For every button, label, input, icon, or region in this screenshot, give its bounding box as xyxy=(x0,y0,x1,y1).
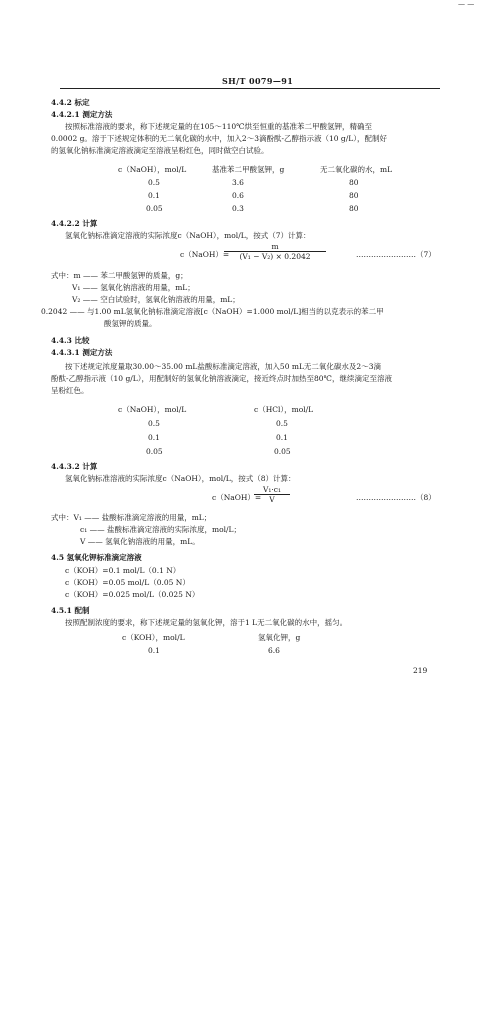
paragraph-line: 按照标准溶液的要求，称下述规定量的在105～110℃烘至恒重的基准苯二甲酸氢钾，精确至 xyxy=(65,122,373,131)
table-cell: 0.5 xyxy=(148,419,160,428)
formula-number: ……………………（7） xyxy=(356,250,436,259)
table-cell: 0.5 xyxy=(148,178,160,187)
section-title-4-4-3: 4.4.3 比较 xyxy=(51,336,90,345)
formula-denominator: V xyxy=(269,495,275,505)
table-cell: 6.6 xyxy=(268,646,280,655)
where-line: 式中：m —— 苯二甲酸氢钾的质量，g； xyxy=(51,271,188,280)
formula-numerator: m xyxy=(224,242,326,252)
table-cell: 0.3 xyxy=(232,204,244,213)
table-cell: 0.1 xyxy=(148,191,160,200)
table-header-cell: 无二氧化碳的水，mL xyxy=(320,165,393,174)
formula-fraction xyxy=(224,242,326,262)
calc-intro: 氢氧化钠标准溶液的实际浓度c（NaOH），mol/L，按式（8）计算： xyxy=(65,474,296,483)
table-header-cell: c（NaOH），mol/L xyxy=(118,165,187,174)
where-line: 酸氢钾的质量。 xyxy=(104,319,157,328)
table-header-cell: 基准苯二甲酸氢钾，g xyxy=(212,165,285,174)
table-cell: 0.05 xyxy=(274,447,291,456)
section-title-4-4-2-1: 4.4.2.1 测定方法 xyxy=(51,110,113,119)
paragraph-line: 的氢氧化钠标准滴定溶液滴定至溶液呈粉红色，同时做空白试验。 xyxy=(51,146,269,155)
where-line: V —— 氢氧化钠溶液的用量，mL。 xyxy=(80,537,200,546)
concentration-item: c（KOH）=0.1 mol/L（0.1 N） xyxy=(65,566,181,575)
formula-lhs: c（NaOH）= xyxy=(180,250,230,259)
table-header-cell: c（HCl），mol/L xyxy=(254,405,314,414)
where-line: 0.2042 —— 与1.00 mL氢氧化钠标准滴定溶液[c（NaOH）=1.000 mol/L]相当的以克表示的苯二甲 xyxy=(41,307,384,316)
table-cell: 80 xyxy=(349,178,359,187)
paragraph-line: 按照配制浓度的要求，称下述规定量的氢氧化钾，溶于1 L无二氧化碳的水中，摇匀。 xyxy=(65,618,348,627)
table-cell: 0.1 xyxy=(148,433,160,442)
table-cell: 0.1 xyxy=(276,433,288,442)
corner-mark: — — xyxy=(458,0,475,8)
where-line: 式中：V₁ —— 盐酸标准滴定溶液的用量，mL； xyxy=(51,513,212,522)
section-title-4-5-1: 4.5.1 配制 xyxy=(51,606,90,615)
formula-numerator: V₁·c₁ xyxy=(254,485,290,495)
table-header-cell: c（KOH），mol/L xyxy=(122,633,185,642)
where-line: V₁ —— 氢氧化钠溶液的用量，mL； xyxy=(72,283,195,292)
where-line: c₁ —— 盐酸标准滴定溶液的实际浓度，mol/L； xyxy=(80,525,242,534)
formula-denominator: (V₁ − V₂) × 0.2042 xyxy=(239,252,311,262)
section-title-4-4-2-2: 4.4.2.2 计算 xyxy=(51,219,98,228)
paragraph-line: 酚酞-乙醇指示液（10 g/L），用配制好的氢氧化钠溶液滴定，接近终点时加热至80℃，继续滴定至溶液 xyxy=(51,374,392,383)
section-title-4-4-3-2: 4.4.3.2 计算 xyxy=(51,462,98,471)
table-cell: 0.5 xyxy=(276,419,288,428)
standard-code: SH/T 0079—91 xyxy=(222,76,294,86)
table-cell: 80 xyxy=(349,191,359,200)
table-cell: 0.1 xyxy=(148,646,160,655)
paragraph-line: 呈粉红色。 xyxy=(51,386,89,395)
table-cell: 0.05 xyxy=(146,204,163,213)
table-cell: 80 xyxy=(349,204,359,213)
page-number: 219 xyxy=(413,666,428,675)
where-line: V₂ —— 空白试验时，氢氧化钠溶液的用量，mL； xyxy=(72,295,240,304)
concentration-item: c（KOH）=0.025 mol/L（0.025 N） xyxy=(65,590,200,599)
table-header-cell: 氢氧化钾，g xyxy=(258,633,301,642)
table-cell: 0.6 xyxy=(232,191,244,200)
section-title-4-4-2: 4.4.2 标定 xyxy=(51,98,90,107)
paragraph-line: 按下述规定浓度量取30.00～35.00 mL盐酸标准滴定溶液，加入50 mL无二氧化碳水及2～3滴 xyxy=(65,362,381,371)
section-title-4-4-3-1: 4.4.3.1 测定方法 xyxy=(51,348,113,357)
section-title-4-5: 4.5 氢氧化钾标准滴定溶液 xyxy=(51,553,142,562)
concentration-item: c（KOH）=0.05 mol/L（0.05 N） xyxy=(65,578,190,587)
paragraph-line: 0.0002 g。溶于下述规定体积的无二氧化碳的水中，加入2～3滴酚酞-乙醇指示液（10 g/L），配制好 xyxy=(51,134,387,143)
formula-fraction xyxy=(254,485,290,505)
table-cell: 0.05 xyxy=(146,447,163,456)
formula-number: ……………………（8） xyxy=(356,493,436,502)
table-header-cell: c（NaOH），mol/L xyxy=(118,405,187,414)
table-cell: 3.6 xyxy=(232,178,244,187)
formula-lhs: c（NaOH）= xyxy=(212,493,262,502)
header-rule xyxy=(60,88,440,89)
calc-intro: 氢氧化钠标准滴定溶液的实际浓度c（NaOH），mol/L，按式（7）计算： xyxy=(65,231,311,240)
